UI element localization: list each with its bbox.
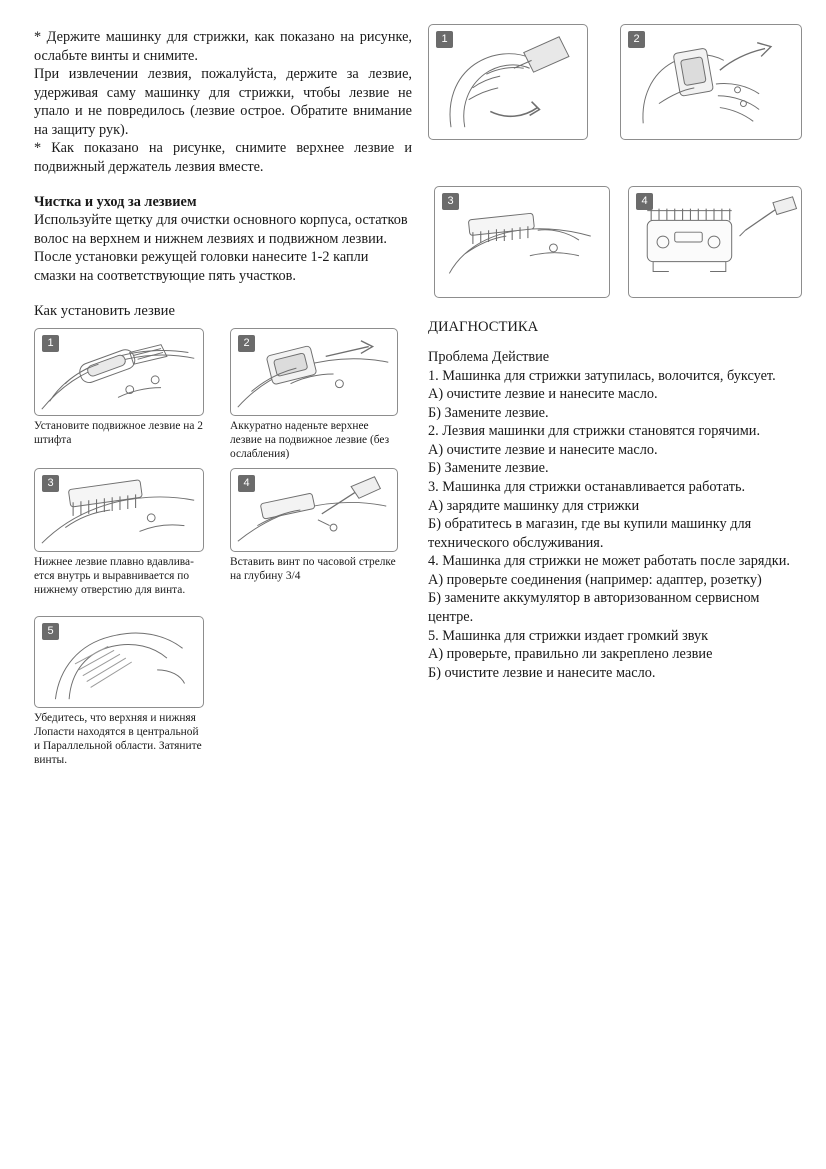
diagnostics-section — [428, 318, 804, 682]
clipper-blade-sketch-3 — [35, 469, 203, 551]
intro-paragraph-1: * Держите машинку для стрижки, как показано на рисунке, ослабьте винты и снимите. — [34, 29, 412, 64]
care-paragraph-2: После установки режущей головки нанесите 1-2 капли смазки на соответствующие пять участков. — [34, 249, 369, 284]
step-number-badge: 4 — [238, 475, 255, 492]
care-heading: Чистка и уход за лезвием — [34, 193, 197, 210]
diagnostics-line: А) очистите лезвие и нанесите масло. — [428, 441, 658, 458]
intro-paragraph-3: * Как показано на рисунке, снимите верхнее лезвие и подвижный держатель лезвия вместе. — [34, 140, 412, 176]
diagnostics-line: 2. Лезвия машинки для стрижки становятся горячими. — [428, 423, 761, 440]
step-number-badge: 4 — [636, 193, 653, 210]
removal-figure-2 — [620, 24, 802, 140]
step-number-badge: 2 — [238, 335, 255, 352]
clipper-head-sketch-5 — [35, 617, 203, 707]
diagnostics-line: Б) Замените лезвие. — [428, 460, 549, 477]
diagnostics-line: А) проверьте соединения (например: адаптер, розетку) — [428, 571, 762, 588]
comb-blade-sketch — [435, 187, 609, 297]
step-number-badge: 3 — [42, 475, 59, 492]
diagnostics-line: Б) Замените лезвие. — [428, 404, 549, 421]
install-caption-2: Аккуратно наденьте верхнее лезвие на подвижное лезвие (без ослабления) — [230, 420, 390, 461]
diagnostics-line: 4. Машинка для стрижки не может работать после зарядки. — [428, 553, 790, 570]
install-figure-4 — [230, 468, 398, 552]
left-column — [34, 28, 412, 766]
install-figure-1 — [34, 328, 204, 416]
install-step-5 — [34, 616, 204, 767]
step-number-badge: 3 — [442, 193, 459, 210]
step-number-badge: 2 — [628, 31, 645, 48]
install-caption-4: Вставить винт по часовой стрелке на глубину 3/4 — [230, 556, 396, 583]
intro-paragraph-2: При извлечении лезвия, пожалуйста, держите за лезвие, удерживая саму машинку для стрижки, чтобы лезвие не упало и не повредилось (лезвие острое. Обратите внимание на защиту рук). — [34, 66, 412, 138]
install-section-title: Как установить лезвие — [34, 302, 175, 319]
diagnostics-line: 5. Машинка для стрижки издает громкий звук — [428, 627, 709, 644]
diagnostics-title: ДИАГНОСТИКА — [428, 319, 539, 335]
step-number-badge: 1 — [436, 31, 453, 48]
oiling-figure-4 — [628, 186, 802, 298]
diagnostics-line: 3. Машинка для стрижки останавливается работать. — [428, 479, 746, 496]
install-figure-5 — [34, 616, 204, 708]
diagnostics-line: Б) замените аккумулятор в авторизованном сервисном центре. — [428, 590, 760, 626]
removal-figure-1 — [428, 24, 588, 140]
install-step-4 — [230, 468, 398, 584]
install-row-2 — [34, 468, 412, 602]
diagnostics-line: Б) обратитесь в магазин, где вы купили машинку для технического обслуживания. — [428, 516, 752, 551]
diagnostics-line: А) проверьте, правильно ли закреплено лезвие — [428, 646, 713, 663]
install-caption-1: Установите подвижное лезвие на 2 штифта — [34, 420, 203, 447]
install-step-1 — [34, 328, 204, 448]
diagnostics-line: Б) очистите лезвие и нанесите масло. — [428, 664, 656, 681]
diagnostics-line: А) зарядите машинку для стрижки — [428, 497, 640, 514]
install-step-3 — [34, 468, 204, 597]
clipper-blade-sketch-2 — [231, 329, 397, 415]
install-row-3 — [34, 616, 412, 766]
screwdriver-sketch-4 — [231, 469, 397, 551]
install-figure-2 — [230, 328, 398, 416]
install-caption-3: Нижнее лезвие плавно вдавлива-ется внутрь и выравнивается по нижнему отверстию для винта. — [34, 556, 194, 597]
install-caption-5: Убедитесь, что верхняя и нижняя Лопасти находятся в центральной и Параллельной области. Затяните винты. — [34, 712, 202, 766]
blade-pull-sketch — [621, 25, 801, 139]
step-number-badge: 1 — [42, 335, 59, 352]
install-step-2 — [230, 328, 398, 461]
install-row-1 — [34, 328, 412, 461]
step-number-badge: 5 — [42, 623, 59, 640]
care-paragraph-1: Используйте щетку для очистки основного корпуса, остатков волос на верхнем и нижнем лезвиях и подвижном лезвии. — [34, 212, 408, 247]
oil-drop-blade-sketch — [629, 187, 801, 297]
install-figure-3 — [34, 468, 204, 552]
removal-figure-3 — [434, 186, 610, 298]
diagnostics-line: 1. Машинка для стрижки затупилась, волочится, буксует. — [428, 367, 776, 384]
clipper-blade-sketch-1 — [35, 329, 203, 415]
diagnostics-subtitle: Проблема Действие — [428, 348, 550, 365]
diagnostics-line: А) очистите лезвие и нанесите масло. — [428, 386, 658, 403]
